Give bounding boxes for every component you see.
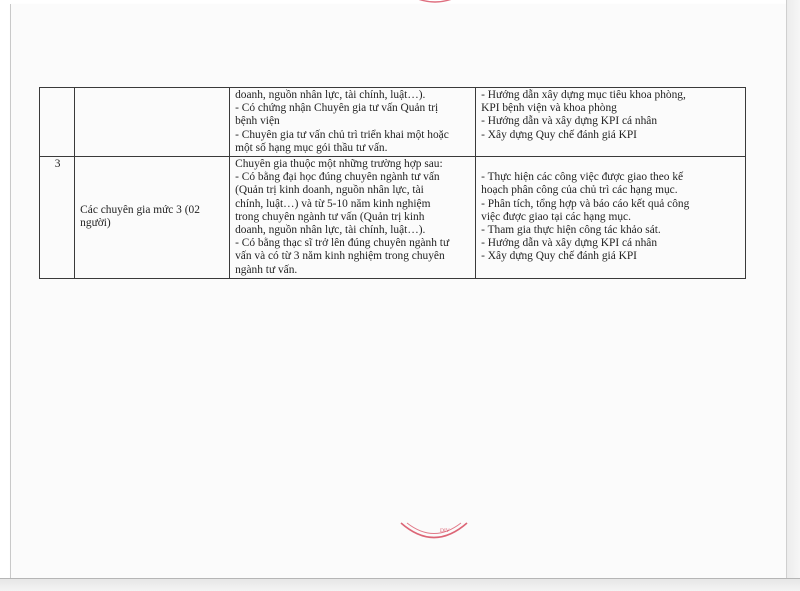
requirement-line: một số hạng mục gói thầu tư vấn. (235, 141, 388, 154)
requirement-line: (Quản trị kinh doanh, nguồn nhân lực, tài (235, 184, 424, 197)
bottom-stamp-seal (398, 520, 470, 544)
duty-line: - Thực hiện các công việc được giao theo kế (481, 171, 684, 184)
row-number-cell (40, 88, 75, 157)
duty-line: - Hướng dẫn xây dựng mục tiêu khoa phòng, (481, 89, 686, 101)
requirement-line: - Chuyên gia tư vấn chủ trì triển khai một hoặc (235, 128, 449, 141)
page-bottom-edge (0, 578, 800, 591)
duties-cell (476, 157, 746, 279)
expert-level-line: Các chuyên gia mức 3 (02 (80, 204, 200, 217)
requirement-line: doanh, nguồn nhân lực, tài chính, luật…). (235, 89, 426, 101)
top-stamp-seal (400, 0, 470, 6)
page-right-edge (786, 0, 800, 578)
requirement-line: Chuyên gia thuộc một những trường hợp sau: (235, 158, 443, 171)
duty-line: - Xây dựng Quy chế đánh giá KPI (481, 128, 637, 141)
requirement-line: trong chuyên ngành tư vấn (Quản trị kinh (235, 210, 425, 223)
requirement-line: bệnh viện (235, 115, 280, 128)
duty-line: KPI bệnh viện và khoa phòng (481, 102, 617, 115)
duty-line: - Hướng dẫn và xây dựng KPI cá nhân (481, 115, 658, 128)
duties-cell (476, 88, 746, 157)
duty-line: - Tham gia thực hiện công tác khảo sát. (481, 224, 661, 237)
table-row (40, 157, 746, 279)
requirement-line: - Có bằng đại học đúng chuyên ngành tư vấn (235, 171, 440, 184)
requirement-line: chính, luật…) và từ 5-10 năm kinh nghiệm (235, 197, 431, 210)
expert-level-cell (75, 157, 230, 279)
duty-line (481, 158, 741, 171)
requirement-line: - Có chứng nhận Chuyên gia tư vấn Quản trị (235, 102, 439, 115)
expert-level-line: người) (80, 217, 111, 230)
requirements-cell (230, 157, 476, 279)
expert-level-cell (75, 88, 230, 157)
duty-line: việc được giao tại các hạng mục. (481, 210, 631, 223)
table-row (40, 88, 746, 157)
duty-line: - Phân tích, tổng hợp và báo cáo kết quả công (481, 197, 690, 210)
duty-line: - Xây dựng Quy chế đánh giá KPI (481, 250, 637, 263)
duty-line: - Hướng dẫn và xây dựng KPI cá nhân (481, 237, 658, 250)
requirements-cell (230, 88, 476, 157)
svg-text:2 (438, 0, 442, 1)
duty-line: hoạch phân công của chủ trì các hạng mục. (481, 184, 678, 197)
svg-text:DIV: DIV (440, 528, 450, 534)
personnel-table (39, 87, 746, 279)
row-number-cell: 3 (40, 157, 75, 279)
requirement-line: ngành tư vấn. (235, 263, 298, 276)
requirement-line: vấn và có từ 3 năm kinh nghiệm trong chuyên (235, 250, 445, 263)
requirement-line: - Có bằng thạc sĩ trở lên đúng chuyên ngành tư (235, 237, 450, 250)
requirement-line: doanh, nguồn nhân lực, tài chính, luật…). (235, 224, 426, 237)
